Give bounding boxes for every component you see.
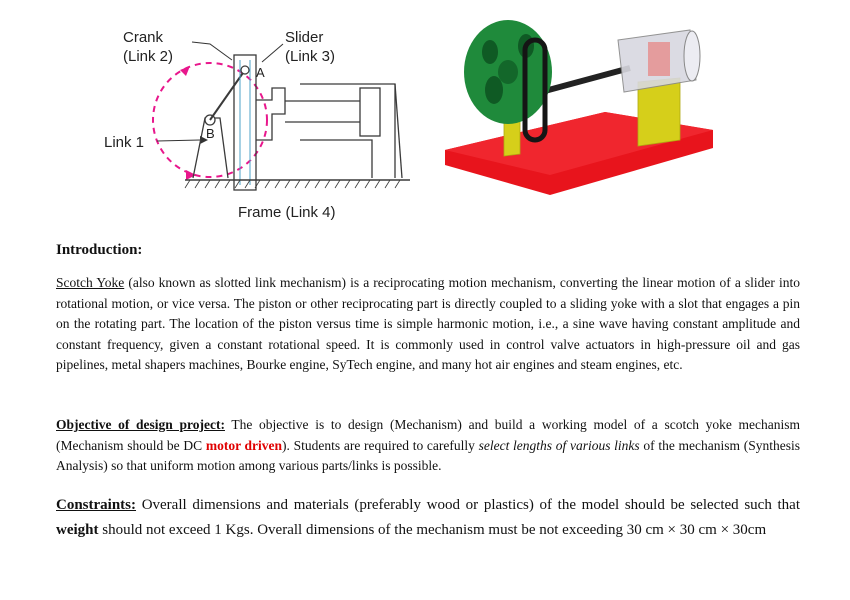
crank-label-line2: (Link 2) (123, 48, 174, 65)
point-b-label: B (206, 126, 215, 141)
objective-text-3: of the mechanism (Synthesis Analysis) so that uniform motion among various parts/links is possible. (56, 437, 800, 473)
pin-a (241, 66, 249, 74)
constraints-text-2: should not exceed 1 Kgs. Overall dimensions of the mechanism must be not exceeding 30 cm × 30 cm × 30cm (98, 522, 767, 538)
slider-label (285, 28, 335, 66)
link1-label: Link 1 (104, 134, 145, 151)
constraints-label: Constraints: (56, 497, 137, 513)
slider-label-line2: (Link 3) (285, 48, 336, 65)
ground-hatching (185, 180, 400, 188)
slider-label-line1: Slider (285, 29, 324, 46)
frame-label: Frame (Link 4) (238, 204, 336, 221)
crank-label-line1: Crank (123, 29, 164, 46)
introduction-heading: Introduction: (56, 242, 143, 258)
piston-head (360, 88, 380, 136)
weight-emphasis: weight (56, 522, 99, 538)
constraints-text-1: Overall dimensions and materials (preferably wood or plastics) of the model should be selected such that (136, 497, 800, 513)
scotch-yoke-term: Scotch Yoke (56, 275, 125, 290)
scotch-yoke-schematic (0, 0, 430, 240)
objective-label: Objective of design project: (56, 417, 225, 432)
cylinder-body (300, 84, 395, 178)
slider-leader (262, 44, 283, 62)
constraints-paragraph (56, 493, 800, 543)
objective-text-1: The objective is to design (Mechanism) and build a working model of a scotch yoke mechanism (Mechanism should be DC (56, 417, 801, 453)
flywheel-cutout (482, 40, 498, 64)
objective-text-2: ). Students are required to carefully (282, 437, 479, 453)
objective-paragraph (56, 415, 800, 477)
objective-italic: select lengths of various links (478, 437, 640, 453)
cylinder-end (684, 31, 700, 81)
path-arrow-icon (180, 66, 190, 76)
crank-label (123, 28, 173, 66)
slider-rod (256, 88, 285, 140)
motor-driven-highlight: motor driven (205, 437, 283, 453)
flywheel-hub (498, 60, 518, 84)
introduction-paragraph (56, 273, 800, 376)
scotch-yoke-3d-model (430, 0, 730, 215)
point-a-label: A (256, 65, 265, 80)
cylinder-edge (395, 84, 402, 178)
pink-piston (648, 42, 670, 76)
flywheel-cutout (485, 76, 503, 104)
crank-leader (192, 42, 232, 60)
introduction-body: (also known as slotted link mechanism) is a reciprocating motion mechanism, converting the linear motion of a slider into rotational motion, or vice versa. The piston or other reciprocating part is directly coupled to a sliding yoke with a slot that engages a pin on the rotating part. The location of the piston versus time is simple harmonic motion, i.e., a sine wave having constant amplitude and constant frequency, given a constant rotational speed. It is commonly used in control valve actuators in high-pressure oil and gas pipelines, metal shapers machines, Bourke engine, SyTech engine, and many hot air engines and steam engines, etc. (56, 275, 801, 372)
link1-pointer (157, 140, 200, 141)
